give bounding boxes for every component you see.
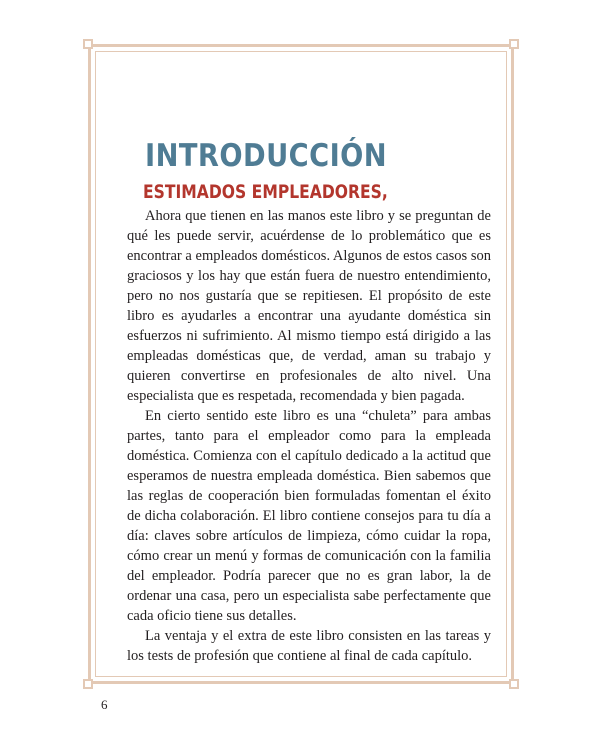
paragraph: La ventaja y el extra de este libro consisten en las tareas y los tests de profesión que contiene al final de cada capítulo.	[127, 628, 491, 664]
salutation-heading: ESTIMADOS EMPLEADORES,	[143, 181, 388, 203]
frame-corner-ornament	[509, 39, 519, 49]
page-number: 6	[101, 697, 108, 712]
frame-corner-ornament	[509, 679, 519, 689]
paragraph: En cierto sentido este libro es una “chuleta” para ambas partes, tanto para el empleador como para la empleada doméstica. Comienza con el capítulo dedicado a la actitud que esperamos de nuestra empleada doméstica. Bien sabemos que las reglas de cooperación bien formuladas fomentan el éxito de dicha colaboración. El libro contiene consejos para tu día a día: claves sobre artículos de limpieza, cómo cuidar la ropa, cómo crear un menú y formas de comunicación con la familia del empleador. Podría parecer que no es gran labor, la de ordenar una casa, pero un especialista sabe perfectamente que cada oficio tiene sus detalles.	[127, 408, 491, 624]
body-text	[127, 206, 491, 666]
page-content	[127, 138, 491, 666]
frame-corner-ornament	[83, 39, 93, 49]
frame-corner-ornament	[83, 679, 93, 689]
chapter-title: INTRODUCCIÓN	[145, 138, 388, 174]
paragraph: Ahora que tienen en las manos este libro y se preguntan de qué les puede servir, acuérdense de lo problemático que es encontrar a empleados domésticos. Algunos de estos casos son graciosos y los hay que están fuera de nuestro entendimiento, pero no nos gustaría que se repitiesen. El propósito de este libro es ayudarles a encontrar una ayudante doméstica sin esfuerzos ni sufrimiento. Al mismo tiempo está dirigido a las empleadas domésticas que, de verdad, aman su trabajo y quieren convertirse en profesionales de alto nivel. Una especialista que es respetada, recomendada y bien pagada.	[127, 208, 491, 404]
